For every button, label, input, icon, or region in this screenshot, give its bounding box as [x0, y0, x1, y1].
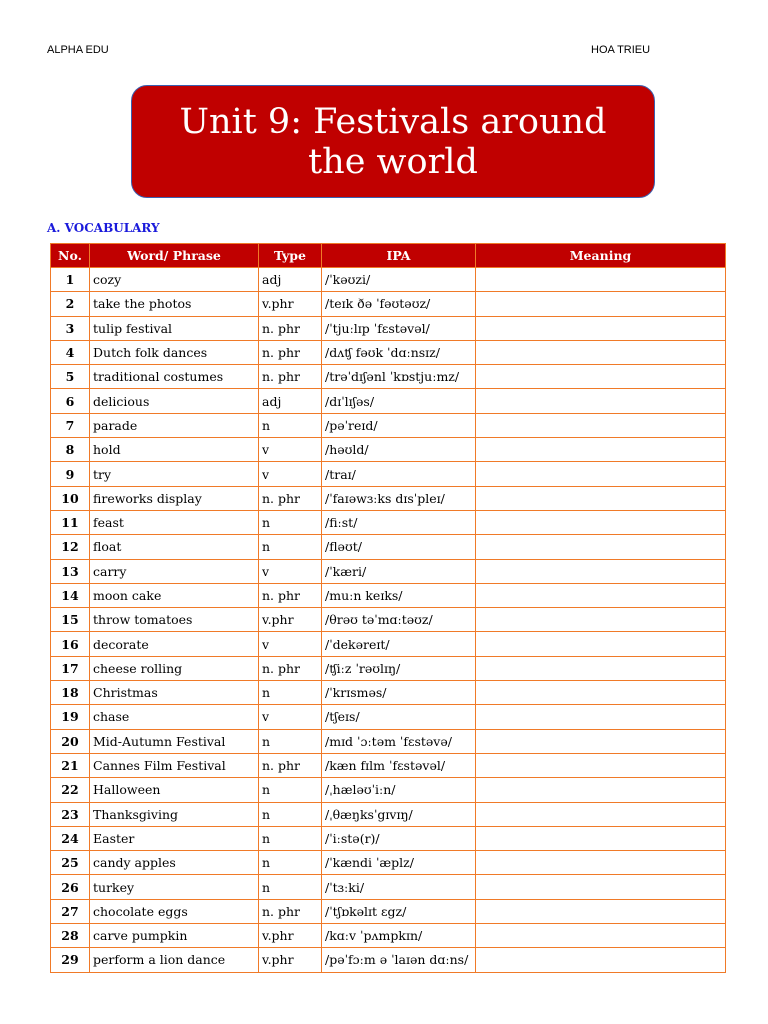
cell-meaning — [476, 826, 726, 850]
cell-meaning — [476, 705, 726, 729]
cell-no: 8 — [51, 438, 90, 462]
cell-meaning — [476, 316, 726, 340]
cell-meaning — [476, 608, 726, 632]
cell-word: fireworks display — [90, 486, 259, 510]
cell-word: throw tomatoes — [90, 608, 259, 632]
cell-no: 9 — [51, 462, 90, 486]
table-row — [51, 729, 726, 753]
table-row — [51, 632, 726, 656]
cell-no: 23 — [51, 802, 90, 826]
cell-no: 26 — [51, 875, 90, 899]
cell-meaning — [476, 875, 726, 899]
cell-ipa: /ˈfaɪəwɜːks dɪsˈpleɪ/ — [322, 486, 476, 510]
cell-meaning — [476, 656, 726, 680]
cell-no: 22 — [51, 778, 90, 802]
cell-type: n — [259, 851, 322, 875]
cell-no: 10 — [51, 486, 90, 510]
cell-word: float — [90, 535, 259, 559]
cell-word: cheese rolling — [90, 656, 259, 680]
cell-no: 24 — [51, 826, 90, 850]
table-row — [51, 583, 726, 607]
cell-no: 2 — [51, 292, 90, 316]
cell-word: take the photos — [90, 292, 259, 316]
cell-meaning — [476, 899, 726, 923]
table-row — [51, 899, 726, 923]
table-row — [51, 875, 726, 899]
table-row — [51, 510, 726, 534]
cell-meaning — [476, 681, 726, 705]
cell-meaning — [476, 462, 726, 486]
table-row — [51, 826, 726, 850]
table-row — [51, 608, 726, 632]
col-header-no: No. — [51, 244, 90, 268]
cell-type: n — [259, 729, 322, 753]
cell-word: Easter — [90, 826, 259, 850]
cell-no: 25 — [51, 851, 90, 875]
cell-word: traditional costumes — [90, 365, 259, 389]
table-row — [51, 753, 726, 777]
cell-word: Christmas — [90, 681, 259, 705]
cell-ipa: /ˈiːstə(r)/ — [322, 826, 476, 850]
cell-ipa: /ˈdekəreɪt/ — [322, 632, 476, 656]
cell-ipa: /fiːst/ — [322, 510, 476, 534]
col-header-meaning: Meaning — [476, 244, 726, 268]
table-row — [51, 462, 726, 486]
cell-meaning — [476, 583, 726, 607]
cell-meaning — [476, 340, 726, 364]
cell-type: n — [259, 681, 322, 705]
table-row — [51, 559, 726, 583]
cell-no: 12 — [51, 535, 90, 559]
cell-type: v.phr — [259, 924, 322, 948]
cell-meaning — [476, 292, 726, 316]
table-row — [51, 438, 726, 462]
cell-no: 15 — [51, 608, 90, 632]
cell-ipa: /dɪˈlɪʃəs/ — [322, 389, 476, 413]
cell-type: v — [259, 559, 322, 583]
cell-word: cozy — [90, 268, 259, 292]
col-header-word: Word/ Phrase — [90, 244, 259, 268]
cell-type: n. phr — [259, 583, 322, 607]
cell-meaning — [476, 802, 726, 826]
cell-type: v — [259, 632, 322, 656]
cell-no: 11 — [51, 510, 90, 534]
cell-ipa: /həʊld/ — [322, 438, 476, 462]
table-row — [51, 316, 726, 340]
cell-word: carry — [90, 559, 259, 583]
cell-ipa: /ˈtjuːlɪp ˈfɛstəvəl/ — [322, 316, 476, 340]
cell-meaning — [476, 365, 726, 389]
col-header-ipa: IPA — [322, 244, 476, 268]
cell-word: delicious — [90, 389, 259, 413]
cell-type: n — [259, 778, 322, 802]
cell-type: v — [259, 438, 322, 462]
cell-type: adj — [259, 268, 322, 292]
table-row — [51, 948, 726, 972]
section-heading-vocabulary: A. VOCABULARY — [47, 221, 160, 235]
cell-type: n — [259, 413, 322, 437]
cell-ipa: /ˈtɜːki/ — [322, 875, 476, 899]
table-row — [51, 705, 726, 729]
cell-type: n. phr — [259, 365, 322, 389]
cell-no: 28 — [51, 924, 90, 948]
cell-meaning — [476, 413, 726, 437]
cell-meaning — [476, 851, 726, 875]
cell-no: 17 — [51, 656, 90, 680]
cell-ipa: /traɪ/ — [322, 462, 476, 486]
cell-meaning — [476, 559, 726, 583]
unit-title: Unit 9: Festivals around the world — [179, 101, 607, 182]
cell-type: v — [259, 705, 322, 729]
cell-word: decorate — [90, 632, 259, 656]
cell-word: Cannes Film Festival — [90, 753, 259, 777]
vocabulary-table — [50, 243, 726, 973]
cell-no: 6 — [51, 389, 90, 413]
cell-ipa: /ˈtʃɒkəlɪt ɛgz/ — [322, 899, 476, 923]
cell-meaning — [476, 729, 726, 753]
table-row — [51, 268, 726, 292]
cell-no: 4 — [51, 340, 90, 364]
table-row — [51, 365, 726, 389]
col-header-type: Type — [259, 244, 322, 268]
cell-word: Halloween — [90, 778, 259, 802]
cell-type: v.phr — [259, 948, 322, 972]
cell-word: chase — [90, 705, 259, 729]
table-row — [51, 413, 726, 437]
cell-type: n. phr — [259, 486, 322, 510]
table-row — [51, 535, 726, 559]
cell-ipa: /mɪd ˈɔːtəm ˈfɛstəvə/ — [322, 729, 476, 753]
cell-type: v.phr — [259, 292, 322, 316]
cell-meaning — [476, 924, 726, 948]
table-row — [51, 340, 726, 364]
cell-type: n. phr — [259, 753, 322, 777]
cell-meaning — [476, 753, 726, 777]
cell-ipa: /ˌhæləʊˈiːn/ — [322, 778, 476, 802]
table-row — [51, 802, 726, 826]
table-row — [51, 778, 726, 802]
cell-meaning — [476, 438, 726, 462]
cell-meaning — [476, 535, 726, 559]
cell-type: n — [259, 826, 322, 850]
cell-word: hold — [90, 438, 259, 462]
table-row — [51, 292, 726, 316]
unit-title-box — [131, 85, 655, 198]
cell-no: 5 — [51, 365, 90, 389]
header-right-text: HOA TRIEU — [591, 44, 651, 56]
cell-word: tulip festival — [90, 316, 259, 340]
cell-ipa: /fləʊt/ — [322, 535, 476, 559]
cell-word: Mid-Autumn Festival — [90, 729, 259, 753]
cell-no: 18 — [51, 681, 90, 705]
cell-no: 14 — [51, 583, 90, 607]
cell-ipa: /muːn keɪks/ — [322, 583, 476, 607]
cell-meaning — [476, 486, 726, 510]
cell-no: 7 — [51, 413, 90, 437]
cell-word: Thanksgiving — [90, 802, 259, 826]
cell-no: 27 — [51, 899, 90, 923]
table-row — [51, 851, 726, 875]
cell-ipa: /tʃeɪs/ — [322, 705, 476, 729]
cell-meaning — [476, 632, 726, 656]
cell-no: 19 — [51, 705, 90, 729]
cell-ipa: /pəˈfɔːm ə ˈlaɪən dɑːns/ — [322, 948, 476, 972]
table-row — [51, 389, 726, 413]
cell-ipa: /teɪk ðə ˈfəʊtəʊz/ — [322, 292, 476, 316]
cell-no: 29 — [51, 948, 90, 972]
cell-no: 20 — [51, 729, 90, 753]
cell-meaning — [476, 948, 726, 972]
cell-ipa: /ʧiːz ˈrəʊlɪŋ/ — [322, 656, 476, 680]
cell-word: moon cake — [90, 583, 259, 607]
cell-word: turkey — [90, 875, 259, 899]
cell-ipa: /trəˈdɪʃənl ˈkɒstjuːmz/ — [322, 365, 476, 389]
cell-ipa: /ˈkəʊzi/ — [322, 268, 476, 292]
cell-word: carve pumpkin — [90, 924, 259, 948]
cell-word: perform a lion dance — [90, 948, 259, 972]
cell-type: n. phr — [259, 340, 322, 364]
cell-type: n — [259, 802, 322, 826]
cell-type: n — [259, 510, 322, 534]
cell-word: feast — [90, 510, 259, 534]
table-row — [51, 656, 726, 680]
cell-meaning — [476, 268, 726, 292]
cell-word: Dutch folk dances — [90, 340, 259, 364]
cell-meaning — [476, 510, 726, 534]
cell-ipa: /ˈkæri/ — [322, 559, 476, 583]
table-header-row — [51, 244, 726, 268]
cell-no: 13 — [51, 559, 90, 583]
cell-meaning — [476, 778, 726, 802]
cell-word: try — [90, 462, 259, 486]
cell-word: chocolate eggs — [90, 899, 259, 923]
cell-type: n. phr — [259, 656, 322, 680]
cell-ipa: /pəˈreɪd/ — [322, 413, 476, 437]
cell-ipa: /dʌʧ fəʊk ˈdɑːnsɪz/ — [322, 340, 476, 364]
cell-meaning — [476, 389, 726, 413]
header-left-text: ALPHA EDU — [47, 44, 109, 56]
cell-type: adj — [259, 389, 322, 413]
cell-ipa: /ˈkrɪsməs/ — [322, 681, 476, 705]
table-row — [51, 681, 726, 705]
cell-word: candy apples — [90, 851, 259, 875]
cell-type: v — [259, 462, 322, 486]
cell-no: 21 — [51, 753, 90, 777]
table-row — [51, 486, 726, 510]
table-row — [51, 924, 726, 948]
cell-no: 16 — [51, 632, 90, 656]
cell-type: n. phr — [259, 316, 322, 340]
cell-type: n. phr — [259, 899, 322, 923]
cell-type: n — [259, 875, 322, 899]
cell-ipa: /ˈkændi ˈæplz/ — [322, 851, 476, 875]
cell-ipa: /ˌθæŋksˈgɪvɪŋ/ — [322, 802, 476, 826]
cell-no: 3 — [51, 316, 90, 340]
cell-ipa: /kɑːv ˈpʌmpkɪn/ — [322, 924, 476, 948]
cell-type: n — [259, 535, 322, 559]
cell-word: parade — [90, 413, 259, 437]
cell-type: v.phr — [259, 608, 322, 632]
table-body — [51, 268, 726, 973]
cell-no: 1 — [51, 268, 90, 292]
cell-ipa: /θrəʊ təˈmɑːtəʊz/ — [322, 608, 476, 632]
cell-ipa: /kæn fɪlm ˈfɛstəvəl/ — [322, 753, 476, 777]
